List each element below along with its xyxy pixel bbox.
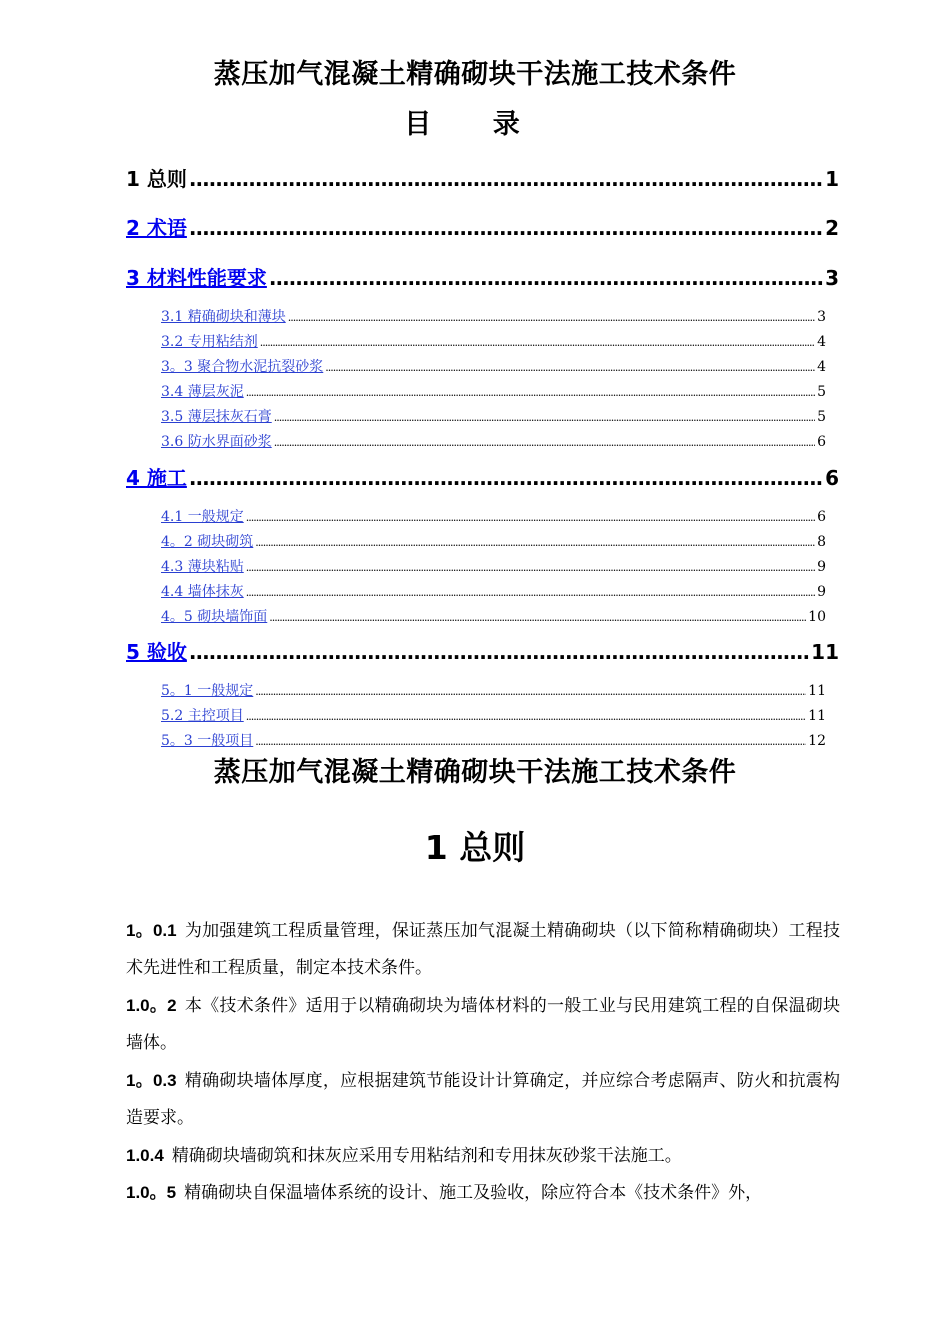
clause-text: 精确砌块墙体厚度，应根据建筑节能设计计算确定，并应综合考虑隔声、防火和抗震构造要求。 [126, 1071, 841, 1128]
toc-leader-dots [246, 561, 815, 574]
clause-number: 1.0。2 [126, 996, 177, 1015]
toc-leader-dots [189, 167, 823, 191]
toc-page-number: 11 [811, 640, 839, 664]
toc-page-number: 11 [808, 708, 826, 724]
toc-entry-label[interactable]: 4.3 薄块粘贴 [161, 559, 244, 575]
toc-entry-label: 1 总则 [126, 167, 187, 191]
toc-heading: 目 录 [404, 109, 546, 140]
toc-leader-dots [274, 436, 815, 449]
document-title: 蒸压加气混凝土精确砌块干法施工技术条件 [213, 59, 737, 90]
toc-leader-dots [246, 586, 815, 599]
toc-page-number: 11 [808, 683, 826, 699]
toc-page-number: 9 [817, 584, 826, 600]
toc-entry-label[interactable]: 3。3 聚合物水泥抗裂砂浆 [161, 359, 324, 375]
toc-entry-4-2[interactable] [161, 531, 826, 551]
clause-text: 本《技术条件》适用于以精确砌块为墙体材料的一般工业与民用建筑工程的自保温砌块墙体。 [126, 996, 841, 1053]
toc-page-number: 4 [817, 359, 826, 375]
toc-entry-1[interactable] [126, 163, 839, 189]
toc-leader-dots [189, 466, 823, 490]
toc-page-number: 3 [817, 309, 826, 325]
toc-entry-4-1[interactable] [161, 506, 826, 526]
toc-entry-2[interactable] [126, 212, 839, 238]
toc-leader-dots [274, 411, 815, 424]
toc-entry-label[interactable]: 3.6 防水界面砂浆 [161, 434, 272, 450]
toc-page-number: 12 [808, 733, 826, 749]
toc-leader-dots [255, 685, 806, 698]
clause-text: 为加强建筑工程质量管理，保证蒸压加气混凝土精确砌块（以下简称精确砌块）工程技术先进性和工程质量，制定本技术条件。 [126, 921, 841, 978]
toc-page-number: 1 [825, 167, 839, 191]
toc-entry-label[interactable]: 5。1 一般规定 [161, 683, 254, 699]
toc-leader-dots [325, 361, 815, 374]
toc-entry-label[interactable]: 4.4 墙体抹灰 [161, 584, 244, 600]
clause-text: 精确砌块墙砌筑和抹灰应采用专用粘结剂和专用抹灰砂浆干法施工。 [171, 1146, 682, 1166]
toc-entry-4-3[interactable] [161, 556, 826, 576]
toc-entry-5-3[interactable] [161, 730, 826, 750]
body-title: 蒸压加气混凝土精确砌块干法施工技术条件 [213, 757, 737, 788]
toc-entry-label[interactable]: 4.1 一般规定 [161, 509, 244, 525]
toc-page-number: 8 [817, 534, 826, 550]
toc-entry-label[interactable]: 5.2 主控项目 [161, 708, 244, 724]
toc-page-number: 6 [825, 466, 839, 490]
toc-leader-dots [189, 216, 823, 240]
toc-entry-4[interactable] [126, 462, 839, 488]
chapter-title: 1 总则 [424, 828, 526, 867]
toc-entry-label[interactable]: 4。5 砌块墙饰面 [161, 609, 268, 625]
toc-entry-label[interactable]: 3.4 薄层灰泥 [161, 384, 244, 400]
toc-entry-3-6[interactable] [161, 431, 826, 451]
toc-page-number: 4 [817, 334, 826, 350]
toc-entry-3-1[interactable] [161, 306, 826, 326]
toc-page-number: 6 [817, 434, 826, 450]
toc-entry-3[interactable] [126, 262, 839, 288]
paragraph-1-0-4 [126, 1137, 840, 1175]
toc-entry-label[interactable]: 3.5 薄层抹灰石膏 [161, 409, 272, 425]
clause-number: 1。0.1 [126, 921, 177, 940]
paragraph-1-0-3 [126, 1062, 840, 1137]
clause-text: 精确砌块自保温墙体系统的设计、施工及验收，除应符合本《技术条件》外， [184, 1183, 763, 1203]
toc-leader-dots [246, 710, 806, 723]
toc-page-number: 5 [817, 384, 826, 400]
toc-leader-dots [255, 735, 806, 748]
toc-entry-3-2[interactable] [161, 331, 826, 351]
toc-page-number: 5 [817, 409, 826, 425]
toc-entry-label[interactable]: 2 术语 [126, 216, 187, 240]
toc-leader-dots [269, 266, 823, 290]
toc-entry-5[interactable] [126, 636, 839, 662]
toc-page-number: 6 [817, 509, 826, 525]
toc-page-number: 3 [825, 266, 839, 290]
toc-entry-3-5[interactable] [161, 406, 826, 426]
toc-leader-dots [246, 511, 815, 524]
toc-entry-label[interactable]: 4。2 砌块砌筑 [161, 534, 254, 550]
toc-leader-dots [189, 640, 809, 664]
toc-entry-label[interactable]: 3 材料性能要求 [126, 266, 267, 290]
paragraph-1-0-1 [126, 912, 840, 987]
toc-entry-5-2[interactable] [161, 705, 826, 725]
clause-number: 1.0。5 [126, 1183, 177, 1202]
toc-entry-4-5[interactable] [161, 606, 826, 626]
toc-page-number: 10 [808, 609, 826, 625]
paragraph-1-0-2 [126, 987, 840, 1062]
toc-entry-label[interactable]: 5。3 一般项目 [161, 733, 254, 749]
toc-entry-3-3[interactable] [161, 356, 826, 376]
toc-entry-label[interactable]: 5 验收 [126, 640, 187, 664]
paragraph-1-0-5 [126, 1174, 840, 1212]
toc-leader-dots [260, 336, 815, 349]
toc-entry-5-1[interactable] [161, 680, 826, 700]
toc-page-number: 9 [817, 559, 826, 575]
toc-page-number: 2 [825, 216, 839, 240]
toc-entry-3-4[interactable] [161, 381, 826, 401]
toc-entry-label[interactable]: 3.2 专用粘结剂 [161, 334, 258, 350]
clause-number: 1.0.4 [126, 1146, 164, 1165]
clause-number: 1。0.3 [126, 1071, 177, 1090]
toc-leader-dots [255, 536, 815, 549]
toc-leader-dots [288, 311, 815, 324]
toc-leader-dots [246, 386, 815, 399]
toc-leader-dots [269, 611, 806, 624]
toc-entry-label[interactable]: 4 施工 [126, 466, 187, 490]
toc-entry-4-4[interactable] [161, 581, 826, 601]
toc-entry-label[interactable]: 3.1 精确砌块和薄块 [161, 309, 286, 325]
